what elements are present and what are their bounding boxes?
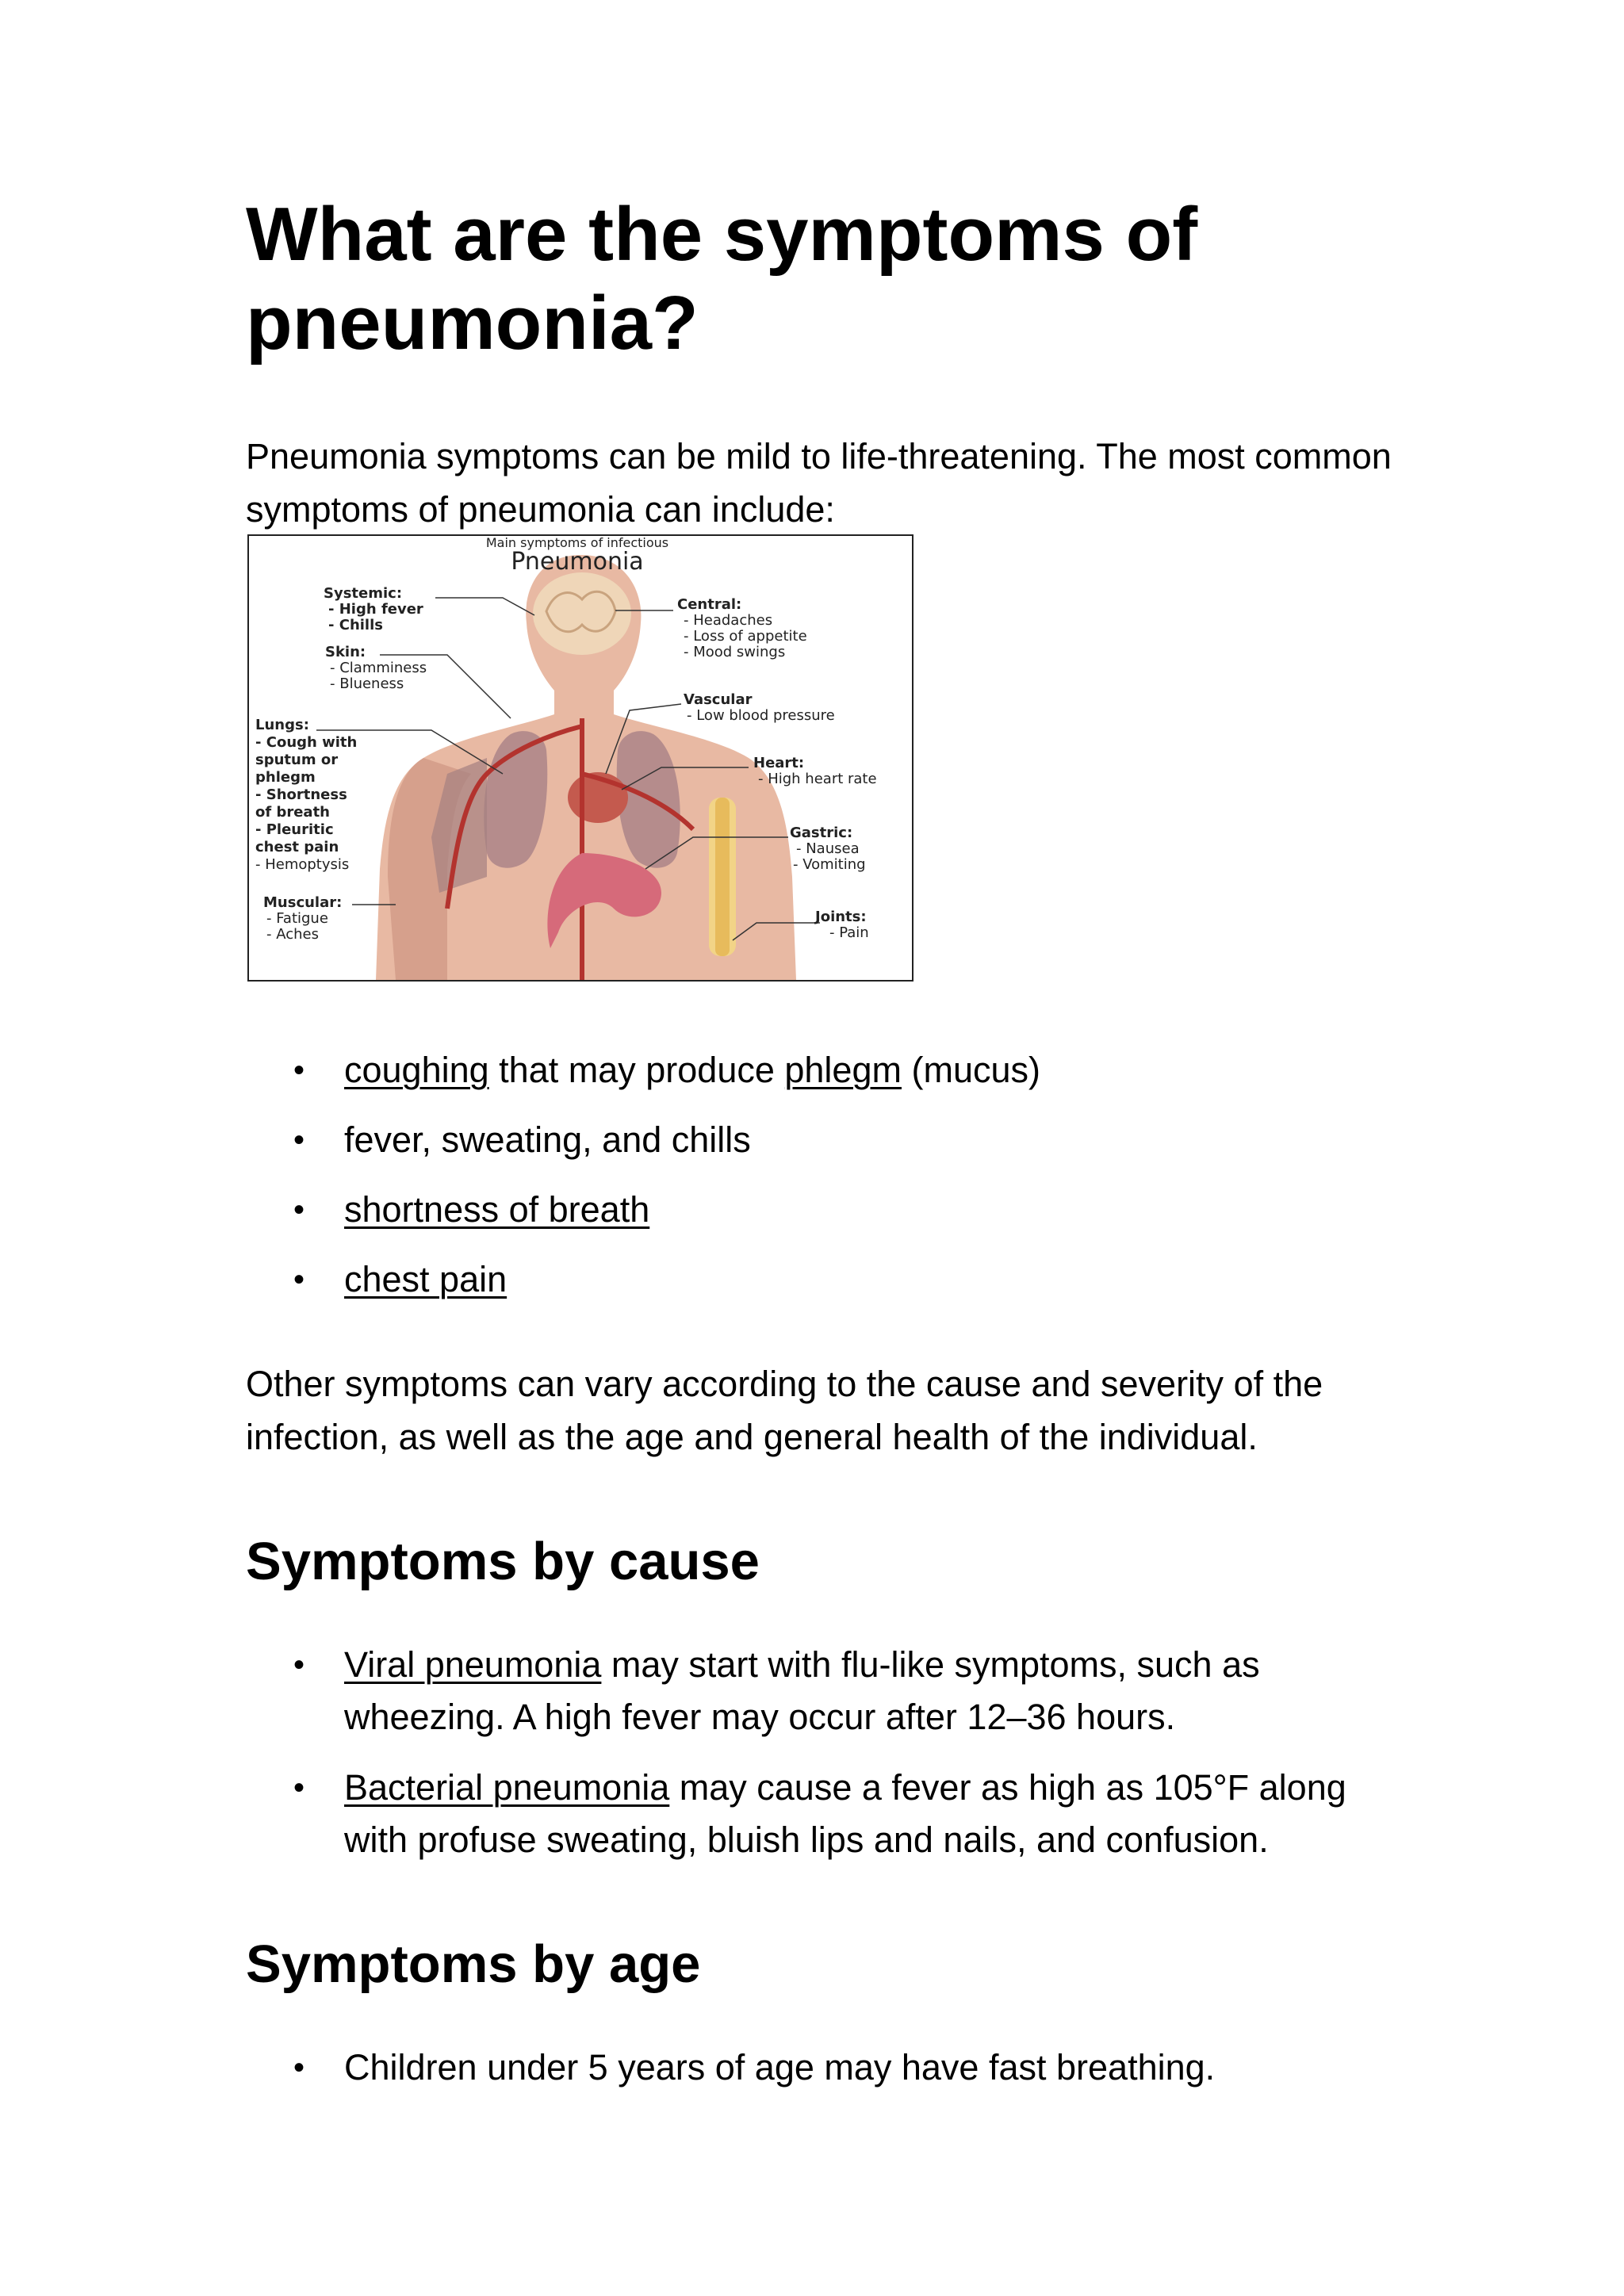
svg-text:- Headaches: - Headaches [684,612,773,629]
bullet-icon: • [293,1262,305,1297]
svg-text:sputum or: sputum or [255,752,339,768]
bullet-icon: • [293,1647,305,1682]
svg-text:- Loss of appetite: - Loss of appetite [684,628,807,645]
list-item-text: that may produce [488,1050,785,1090]
svg-text:- Aches: - Aches [266,926,319,943]
list-item [246,1762,1396,1866]
label-joints [814,909,869,941]
section-heading-cause: Symptoms by cause [246,1532,760,1591]
svg-text:Lungs:: Lungs: [255,717,309,733]
section-heading-age: Symptoms by age [246,1934,701,1994]
svg-text:- Fatigue: - Fatigue [266,910,328,927]
bullet-icon: • [293,1770,305,1805]
brain-shape [533,572,631,655]
svg-text:- Mood swings: - Mood swings [684,644,786,660]
label-gastric [790,825,866,873]
svg-text:- Chills: - Chills [328,617,383,633]
phlegm-link[interactable]: phlegm [784,1050,902,1090]
svg-text:Vascular: Vascular [684,691,753,708]
bullet-icon: • [293,1123,305,1158]
chest-pain-link[interactable]: chest pain [344,1259,508,1299]
common-symptoms-list [246,1044,1396,1323]
svg-text:chest pain: chest pain [255,839,339,855]
svg-text:- Clamminess: - Clamminess [330,660,427,676]
svg-text:Central:: Central: [677,596,742,613]
list-item [246,1114,1396,1166]
label-systemic [324,585,423,633]
list-item-text: fever, sweating, and chills [344,1119,751,1160]
diagram-caption-large: Pneumonia [511,548,644,576]
list-item-text: Children under 5 years of age may have fast breathing. [344,2047,1216,2087]
svg-text:Gastric:: Gastric: [790,825,853,841]
label-skin [325,644,427,692]
list-item-text: may cause a fever as high as 105°F along with profuse sweating, bluish lips and nails, and confusion. [344,1767,1346,1860]
bullet-icon: • [293,1053,305,1088]
svg-text:- Shortness: - Shortness [255,786,347,803]
label-heart [753,755,877,787]
symptoms-by-age-list [246,2042,1396,2094]
svg-text:Joints:: Joints: [815,909,867,925]
page-title: What are the symptoms of pneumonia? [246,192,1198,365]
label-muscular [263,894,342,943]
svg-text:- Low blood pressure: - Low blood pressure [687,707,835,724]
svg-text:- High fever: - High fever [328,601,423,618]
svg-text:of breath: of breath [255,804,330,821]
label-central [677,596,807,660]
list-item [246,2042,1396,2094]
list-item [246,1044,1396,1096]
svg-text:- Cough with: - Cough with [255,734,358,751]
bullet-icon: • [293,1192,305,1227]
coughing-link[interactable]: coughing [344,1050,489,1090]
svg-text:- Pleuritic: - Pleuritic [255,821,334,838]
svg-text:Muscular:: Muscular: [263,894,343,911]
list-item-text: (mucus) [901,1050,1040,1090]
svg-text:- High heart rate: - High heart rate [758,771,877,787]
list-item [246,1184,1396,1236]
diagram-caption-small: Main symptoms of infectious [485,536,669,550]
symptoms-by-cause-list [246,1639,1396,1885]
bacterial-pneumonia-link[interactable]: Bacterial pneumonia [344,1767,670,1808]
other-symptoms-paragraph: Other symptoms can vary according to the cause and severity of the infection, as well as the age and general health of the individual. [246,1364,1323,1457]
shortness-of-breath-link[interactable]: shortness of breath [344,1189,650,1230]
list-item [246,1639,1396,1743]
list-item-text: may start with flu-like symptoms, such as wheezing. A high fever may occur after 12–36 hours. [344,1644,1260,1737]
svg-text:phlegm: phlegm [255,769,316,786]
list-item [246,1253,1396,1306]
svg-text:- Nausea: - Nausea [796,840,860,857]
intro-paragraph: Pneumonia symptoms can be mild to life-threatening. The most common symptoms of pneumonia can include: [246,436,1392,530]
pneumonia-symptoms-diagram [247,534,914,982]
viral-pneumonia-link[interactable]: Viral pneumonia [344,1644,602,1685]
svg-text:- Pain: - Pain [829,924,869,941]
label-lungs [255,717,357,873]
label-vascular [684,691,835,724]
bullet-icon: • [293,2050,305,2085]
pneumonia-diagram-svg [249,536,912,980]
svg-text:- Blueness: - Blueness [330,675,404,692]
svg-text:Systemic:: Systemic: [324,585,403,602]
svg-text:- Vomiting: - Vomiting [793,856,866,873]
svg-text:Heart:: Heart: [753,755,805,771]
svg-text:- Hemoptysis: - Hemoptysis [255,856,350,873]
svg-text:Skin:: Skin: [325,644,366,660]
